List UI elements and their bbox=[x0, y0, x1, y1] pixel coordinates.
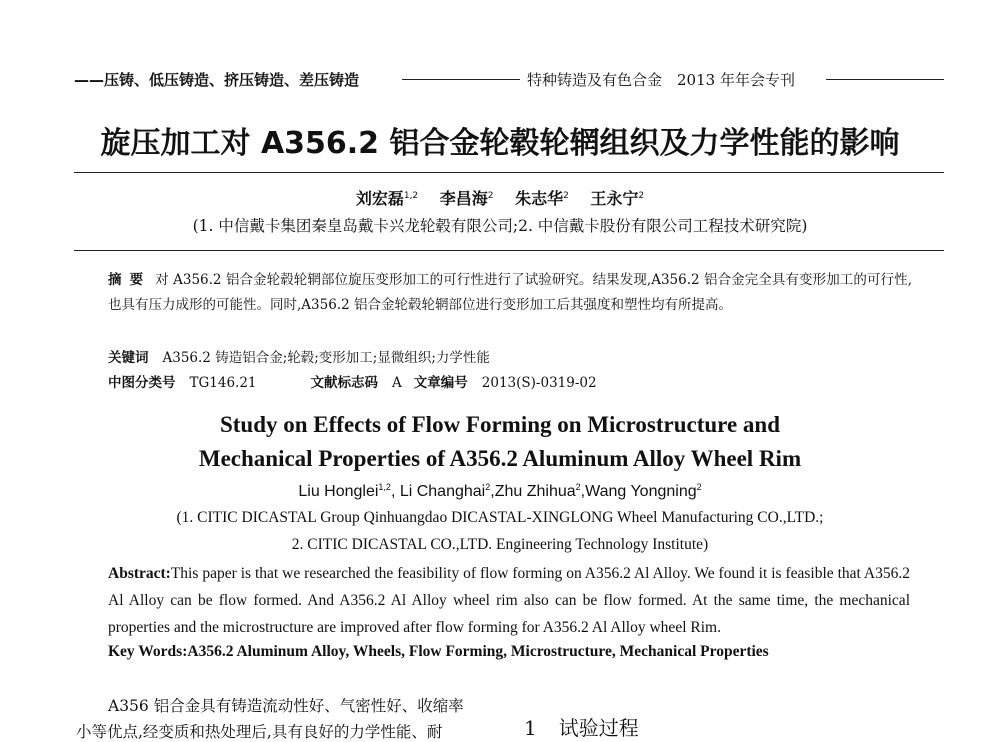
classification-line bbox=[108, 371, 597, 391]
section-number: 1 bbox=[524, 716, 537, 740]
section-title: 试验过程 bbox=[558, 716, 639, 740]
doc-code-label: 文献标志码 bbox=[310, 375, 379, 391]
article-number-label: 文章编号 bbox=[413, 375, 468, 391]
running-header-left: ——压铸、低压铸造、挤压铸造、差压铸造 bbox=[74, 71, 360, 89]
running-header-right: 特种铸造及有色合金 2013 年年会专刊 bbox=[527, 71, 795, 89]
author-zh: 李昌海$^2$ bbox=[439, 189, 494, 208]
affiliation-en-line2: 2. CITIC DICASTAL CO.,LTD. Engineering Technology Institute) bbox=[291, 536, 709, 553]
paper-title-en-line2: Mechanical Properties of A356.2 Aluminum Alloy Wheel Rim bbox=[198, 446, 802, 471]
abstract-zh-text: 对 A356.2 铝合金轮毂轮辋部位旋压变形加工的可行性进行了试验研究。结果发现,A356.2 铝合金完全具有变形加工的可行性,也具有压力成形的可能性。同时,A356.2 铝合金轮毂轮辋部位进行变形加工后其强度和塑性均有所提高。 bbox=[108, 272, 913, 313]
keywords-en-text: A356.2 Aluminum Alloy, Wheels, Flow Forming, Microstructure, Mechanical Properties bbox=[187, 643, 769, 660]
abstract-en-text: This paper is that we researched the feasibility of flow forming on A356.2 Al Alloy. We found it is feasible that A356.2 Al Alloy can be flow formed. And A356.2 Al Alloy wheel rim also can be flow formed. At the same time, the mechanical properties and the microstructure are improved after flow forming for A356.2 Al Alloy wheel Rim. bbox=[108, 565, 910, 636]
article-number: 2013(S)-0319-02 bbox=[481, 375, 597, 391]
affiliation-zh: (1. 中信戴卡集团秦皇岛戴卡兴龙轮毂有限公司;2. 中信戴卡股份有限公司工程技术研究院) bbox=[192, 217, 808, 235]
clc-label: 中图分类号 bbox=[108, 375, 176, 391]
affiliation-en-line1: (1. CITIC DICASTAL Group Qinhuangdao DICASTAL-XINGLONG Wheel Manufacturing CO.,LTD.; bbox=[176, 509, 824, 526]
clc-code: TG146.21 bbox=[189, 375, 257, 391]
header-rule-right bbox=[826, 79, 944, 80]
authors-zh bbox=[0, 186, 1000, 209]
paper-title-zh: 旋压加工对 A356.2 铝合金轮毂轮辋组织及力学性能的影响 bbox=[100, 126, 900, 161]
keywords-en bbox=[108, 643, 769, 661]
keywords-zh-label: 关键词 bbox=[108, 350, 149, 366]
section-heading bbox=[524, 712, 639, 741]
doc-code: A bbox=[392, 375, 402, 391]
keywords-en-label: Key Words: bbox=[108, 643, 188, 660]
author-en: Wang Yongning$^2$ bbox=[585, 482, 702, 500]
author-en: Zhu Zhihua$^2$ bbox=[494, 482, 581, 500]
abstract-en bbox=[108, 560, 910, 641]
author-zh: 朱志华$^2$ bbox=[515, 189, 569, 208]
keywords-zh-text: A356.2 铸造铝合金;轮毂;变形加工;显微组织;力学性能 bbox=[162, 350, 490, 366]
body-paragraph-line1: A356 铝合金具有铸造流动性好、气密性好、收缩率 bbox=[108, 697, 464, 715]
author-zh: 刘宏磊$^{1,2}$ bbox=[355, 189, 419, 208]
keywords-zh bbox=[108, 346, 490, 366]
title-rule bbox=[74, 172, 944, 173]
authors-en: Liu Honglei$^{1,2}$, Li Changhai$^2$,Zhu Zhihua$^2$,Wang Yongning$^2$ bbox=[298, 482, 702, 500]
author-en: Li Changhai$^2$ bbox=[399, 482, 491, 500]
author-en: Liu Honglei$^{1,2}$ bbox=[298, 482, 391, 500]
body-paragraph-line2: 小等优点,经变质和热处理后,具有良好的力学性能、耐 bbox=[76, 723, 443, 741]
paper-title-en-line1: Study on Effects of Flow Forming on Microstructure and bbox=[219, 412, 781, 437]
author-zh: 王永宁$^2$ bbox=[590, 189, 645, 208]
affiliation-rule bbox=[74, 250, 944, 251]
abstract-en-label: Abstract: bbox=[108, 565, 171, 582]
abstract-zh bbox=[108, 268, 912, 318]
header-rule-middle bbox=[402, 79, 520, 80]
abstract-zh-label: 摘要 bbox=[108, 272, 152, 288]
